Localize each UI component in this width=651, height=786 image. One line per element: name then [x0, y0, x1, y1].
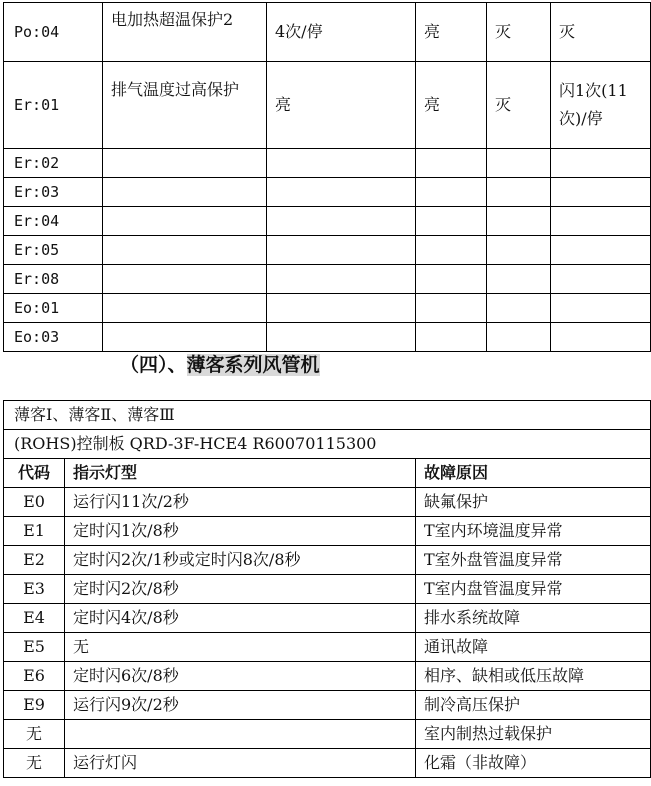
- indicator-pattern: 运行灯闪: [65, 749, 416, 778]
- fault-code: E0: [4, 488, 65, 517]
- fault-code: Eo:03: [4, 323, 103, 352]
- column-header-cause: 故障原因: [416, 459, 651, 488]
- indicator-cell: 亮: [416, 3, 487, 62]
- table-row: [4, 517, 651, 546]
- fault-cause: 相序、缺相或低压故障: [416, 662, 651, 691]
- indicator-cell: 亮: [267, 62, 416, 149]
- fault-cause: 缺氟保护: [416, 488, 651, 517]
- indicator-pattern: 定时闪2次/1秒或定时闪8次/8秒: [65, 546, 416, 575]
- indicator-cell: [487, 178, 551, 207]
- indicator-cell: [487, 265, 551, 294]
- table-row: [4, 546, 651, 575]
- indicator-cell: [416, 149, 487, 178]
- table-row: [4, 207, 651, 236]
- fault-description: [103, 294, 267, 323]
- indicator-pattern: [65, 720, 416, 749]
- indicator-cell: [267, 236, 416, 265]
- fault-code: E1: [4, 517, 65, 546]
- fault-code: 无: [4, 720, 65, 749]
- indicator-pattern: 定时闪6次/8秒: [65, 662, 416, 691]
- fault-description: [103, 207, 267, 236]
- table-row: [4, 691, 651, 720]
- indicator-cell: [551, 323, 651, 352]
- indicator-cell: [267, 323, 416, 352]
- fault-table-upper: [3, 2, 651, 352]
- indicator-cell: 灭: [551, 3, 651, 62]
- fault-description: [103, 236, 267, 265]
- fault-cause: 制冷高压保护: [416, 691, 651, 720]
- indicator-cell: [551, 236, 651, 265]
- table-row: [4, 236, 651, 265]
- table-row: [4, 604, 651, 633]
- fault-cause: T室内盘管温度异常: [416, 575, 651, 604]
- fault-description: [103, 149, 267, 178]
- fault-code: E5: [4, 633, 65, 662]
- fault-cause: 室内制热过载保护: [416, 720, 651, 749]
- fault-code: Po:04: [4, 3, 103, 62]
- indicator-pattern: 定时闪4次/8秒: [65, 604, 416, 633]
- fault-cause: 排水系统故障: [416, 604, 651, 633]
- fault-table-lower: [3, 400, 651, 778]
- indicator-cell: [267, 178, 416, 207]
- fault-code: Er:03: [4, 178, 103, 207]
- fault-code: E9: [4, 691, 65, 720]
- column-header-code: 代码: [4, 459, 65, 488]
- fault-code: Er:08: [4, 265, 103, 294]
- table-row: [4, 488, 651, 517]
- fault-code: Eo:01: [4, 294, 103, 323]
- section-number: （四）、: [120, 354, 187, 376]
- column-header-light: 指示灯型: [65, 459, 416, 488]
- table-row: [4, 575, 651, 604]
- fault-cause: T室外盘管温度异常: [416, 546, 651, 575]
- model-line: 薄客Ⅰ、薄客Ⅱ、薄客Ⅲ: [4, 401, 651, 430]
- fault-code: E6: [4, 662, 65, 691]
- indicator-cell: 闪1次(11次)/停: [551, 62, 651, 149]
- indicator-cell: [416, 294, 487, 323]
- fault-description: [103, 323, 267, 352]
- indicator-pattern: 定时闪1次/8秒: [65, 517, 416, 546]
- indicator-cell: [267, 207, 416, 236]
- indicator-cell: [551, 178, 651, 207]
- indicator-cell: [487, 323, 551, 352]
- indicator-cell: 灭: [487, 3, 551, 62]
- table-row: [4, 401, 651, 430]
- indicator-cell: [416, 323, 487, 352]
- fault-code: Er:02: [4, 149, 103, 178]
- indicator-cell: [487, 149, 551, 178]
- indicator-cell: [551, 207, 651, 236]
- indicator-cell: [551, 265, 651, 294]
- indicator-cell: [487, 207, 551, 236]
- table-row: [4, 294, 651, 323]
- fault-code: E3: [4, 575, 65, 604]
- fault-code: E2: [4, 546, 65, 575]
- fault-cause: 通讯故障: [416, 633, 651, 662]
- table-row: [4, 323, 651, 352]
- indicator-pattern: 定时闪2次/8秒: [65, 575, 416, 604]
- table-row: [4, 633, 651, 662]
- fault-code: 无: [4, 749, 65, 778]
- fault-code: Er:01: [4, 62, 103, 149]
- indicator-cell: [267, 265, 416, 294]
- board-line: (ROHS)控制板 QRD-3F-HCE4 R60070115300: [4, 430, 651, 459]
- table-row: [4, 265, 651, 294]
- indicator-cell: [416, 178, 487, 207]
- fault-description: 电加热超温保护2: [103, 3, 267, 62]
- indicator-cell: [487, 236, 551, 265]
- section-heading: [120, 351, 320, 379]
- indicator-cell: 4次/停: [267, 3, 416, 62]
- indicator-cell: [551, 294, 651, 323]
- table-row: [4, 3, 651, 62]
- indicator-cell: 亮: [416, 62, 487, 149]
- fault-description: [103, 265, 267, 294]
- fault-cause: 化霜（非故障）: [416, 749, 651, 778]
- indicator-pattern: 无: [65, 633, 416, 662]
- table-row: [4, 662, 651, 691]
- indicator-cell: [416, 207, 487, 236]
- indicator-cell: [267, 294, 416, 323]
- table-row: [4, 749, 651, 778]
- fault-code: E4: [4, 604, 65, 633]
- fault-cause: T室内环境温度异常: [416, 517, 651, 546]
- fault-description: 排气温度过高保护: [103, 62, 267, 149]
- table-row: [4, 178, 651, 207]
- fault-code: Er:05: [4, 236, 103, 265]
- table-row: [4, 62, 651, 149]
- indicator-cell: [551, 149, 651, 178]
- table-row: [4, 149, 651, 178]
- section-title: 薄客系列风管机: [186, 354, 320, 376]
- indicator-pattern: 运行闪9次/2秒: [65, 691, 416, 720]
- indicator-cell: 灭: [487, 62, 551, 149]
- indicator-cell: [487, 294, 551, 323]
- table-row: [4, 720, 651, 749]
- indicator-cell: [416, 265, 487, 294]
- fault-code: Er:04: [4, 207, 103, 236]
- indicator-pattern: 运行闪11次/2秒: [65, 488, 416, 517]
- table-row: [4, 430, 651, 459]
- fault-description: [103, 178, 267, 207]
- table-header-row: [4, 459, 651, 488]
- indicator-cell: [416, 236, 487, 265]
- indicator-cell: [267, 149, 416, 178]
